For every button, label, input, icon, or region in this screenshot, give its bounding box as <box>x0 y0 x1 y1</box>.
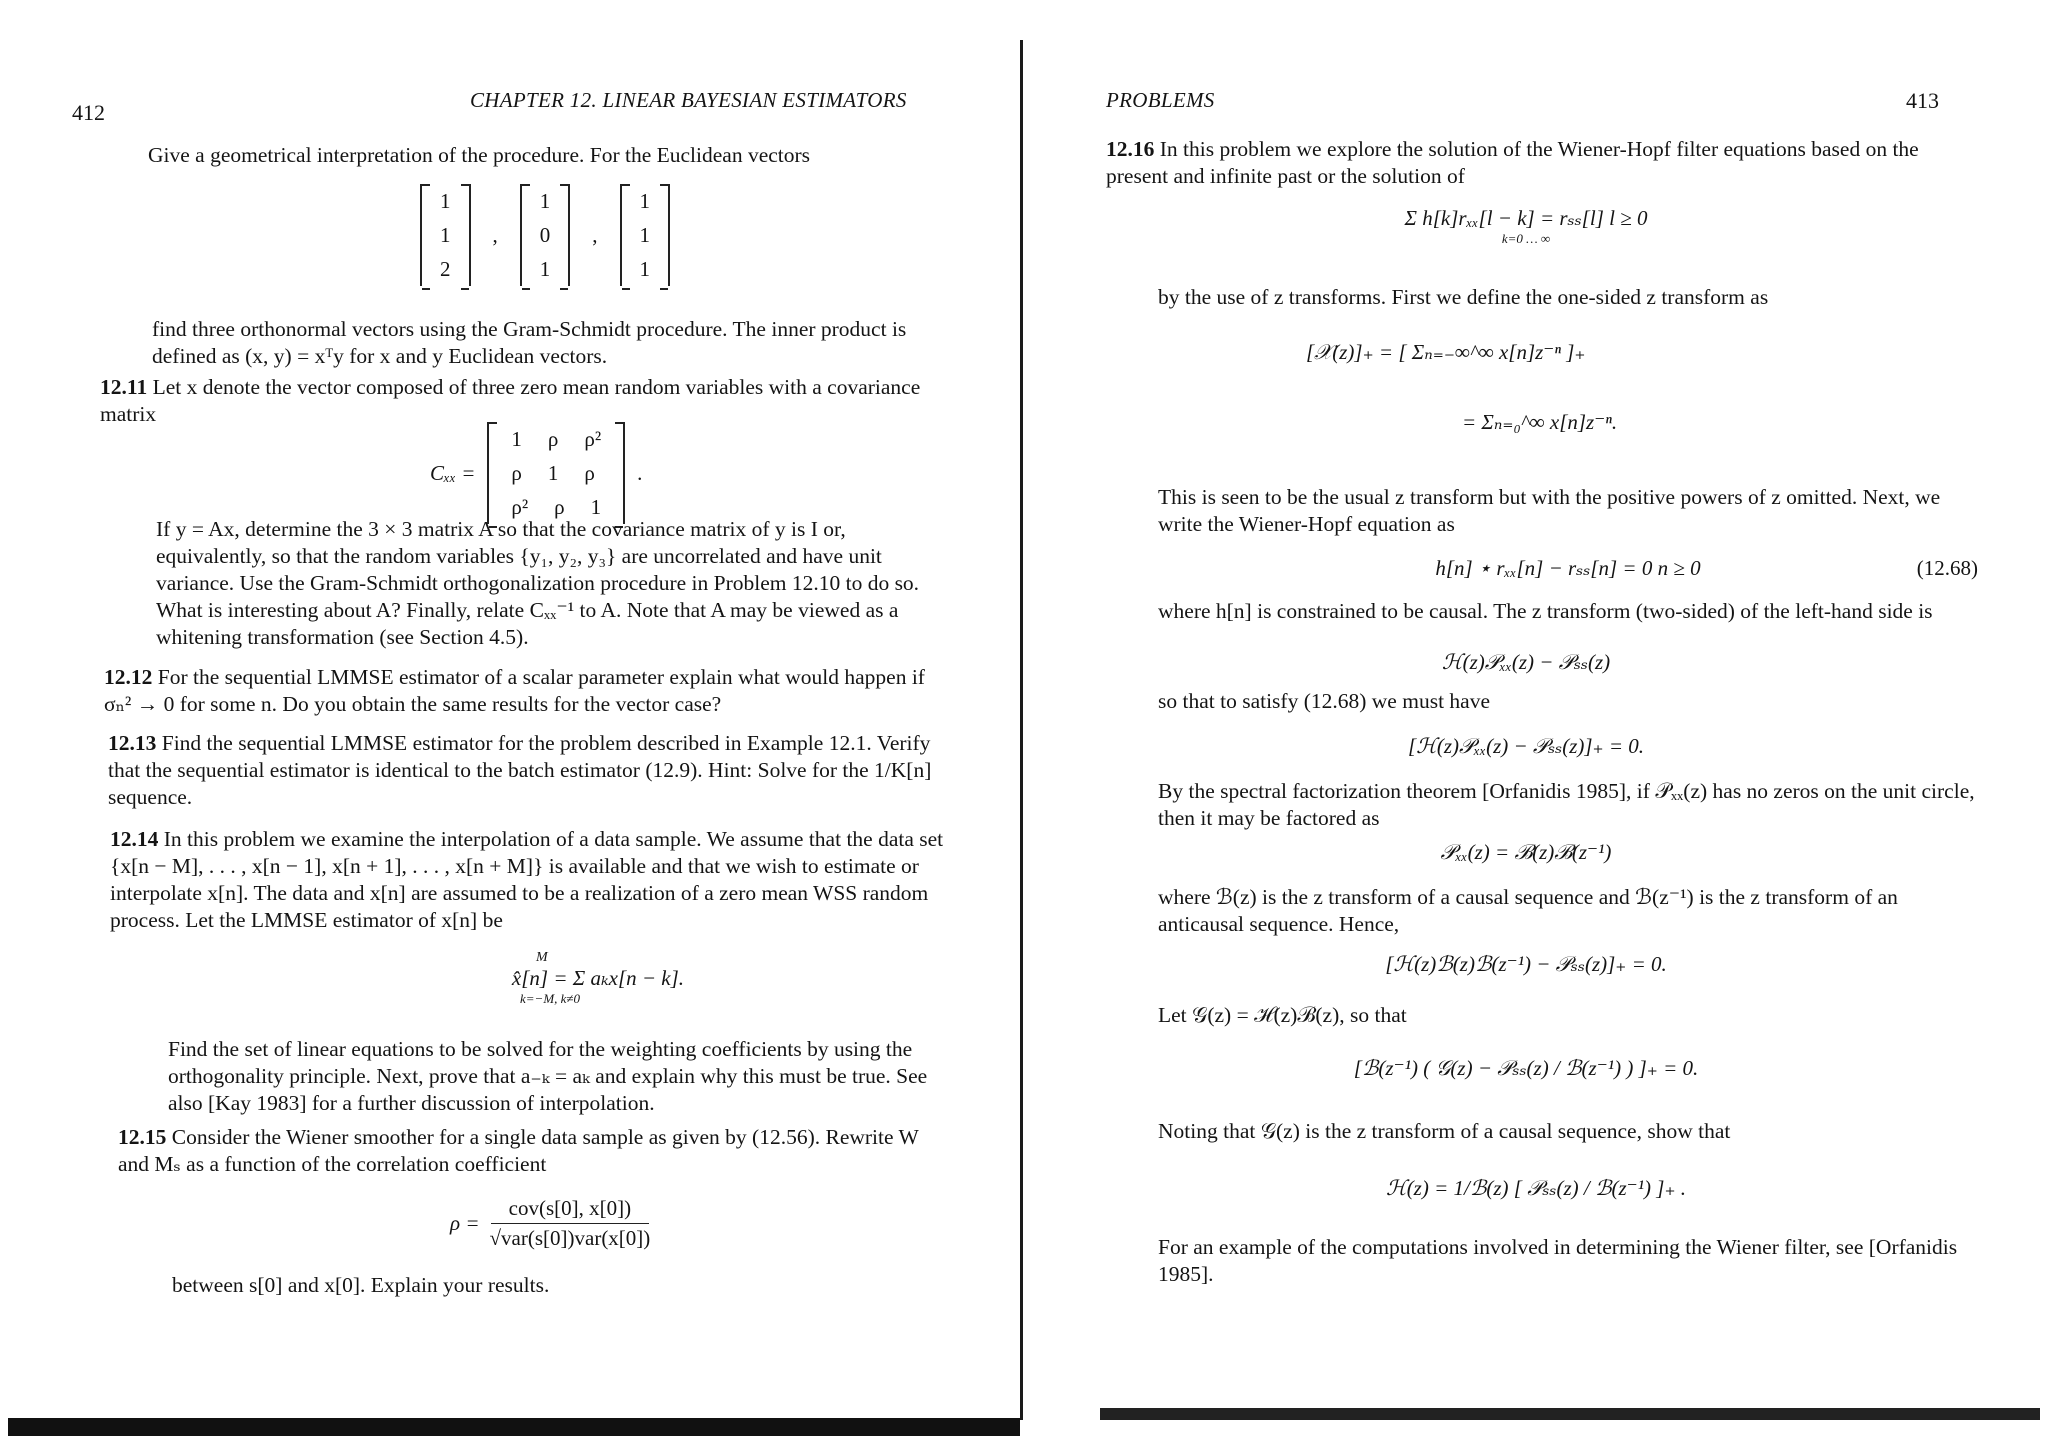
page-number-left: 412 <box>72 100 105 125</box>
correlation-coefficient-equation: ρ = cov(s[0], x[0]) √var(s[0])var(x[0]) <box>450 1196 651 1250</box>
left-page <box>0 0 1022 1446</box>
euclidean-vectors: 1 1 2 , 1 0 1 , 1 1 1 <box>420 184 670 286</box>
scan-edge-right <box>1100 1408 2040 1420</box>
problem-text: In this problem we explore the solution of the Wiener-Hopf filter equations based on the present and infinite past or the solution of <box>1106 137 1919 188</box>
problem-label: 12.11 <box>100 375 148 399</box>
lhs-z-transform: ℋ(z)𝒫ₓₓ(z) − 𝒫ₛₛ(z) <box>1441 650 1611 674</box>
factorization-equation: 𝒫ₓₓ(z) = ℬ(z)ℬ(z⁻¹) <box>1440 840 1612 864</box>
problem-12-13 <box>108 730 944 811</box>
gram-schmidt-text: find three orthonormal vectors using the Gram-Schmidt procedure. The inner product is defined as (x, y) = xᵀy for x and y Euclidean vectors. <box>152 317 907 368</box>
causal-text: where h[n] is constrained to be causal. The z transform (two-sided) of the left-hand side is <box>1158 599 1933 623</box>
satisfy-equation: [ℋ(z)𝒫ₓₓ(z) − 𝒫ₛₛ(z)]₊ = 0. <box>1407 734 1645 758</box>
problem-label: 12.12 <box>104 665 153 689</box>
page-number-right: 413 <box>1906 88 1939 113</box>
running-header-right: PROBLEMS <box>1106 88 1215 112</box>
equation-12-68: h[n] ⋆ rₓₓ[n] − rₛₛ[n] = 0 n ≥ 0 (12.68) <box>1435 556 1978 580</box>
wiener-hopf-equation: Σ h[k]rₓₓ[l − k] = rₛₛ[l] l ≥ 0 k=0 … ∞ <box>1404 206 1648 246</box>
problem-text: Find the sequential LMMSE estimator for the problem described in Example 12.1. Verify that the sequential estimator is identical to the batch estimator (12.9). Hint: Solve for the 1/K[n] sequence. <box>108 731 932 809</box>
scan-edge-left <box>8 1418 1020 1436</box>
problem-12-14-rest: Find the set of linear equations to be solved for the weighting coefficients by using the orthogonality principle. Next, prove that a₋ₖ = aₖ and explain why this must be true. See also [Kay 1983] for a further discussion of interpolation. <box>168 1037 928 1115</box>
problem-label: 12.15 <box>118 1125 167 1149</box>
problem-label: 12.13 <box>108 731 157 755</box>
vector-1: 1 1 2 <box>420 184 471 286</box>
usual-transform-text: This is seen to be the usual z transform but with the positive powers of z omitted. Next, we write the Wiener-Hopf equation as <box>1158 485 1941 536</box>
vector-3: 1 1 1 <box>620 184 671 286</box>
problem-12-15 <box>118 1124 954 1178</box>
satisfy-text: so that to satisfy (12.68) we must have <box>1158 689 1491 713</box>
z-transform-intro: by the use of z transforms. First we define the one-sided z transform as <box>1158 285 1769 309</box>
problem-text: Consider the Wiener smoother for a single data sample as given by (12.56). Rewrite W and Mₛ as a function of the correlation coefficient <box>118 1125 919 1176</box>
spectral-factorization-text: By the spectral factorization theorem [Orfanidis 1985], if 𝒫ₓₓ(z) has no zeros on the unit circle, then it may be factored as <box>1158 779 1975 830</box>
problem-12-14 <box>110 826 950 934</box>
problem-12-11-rest: If y = Ax, determine the 3 × 3 matrix A so that the covariance matrix of y is I or, equivalently, so that the random variables {y₁, y₂, y₃} are uncorrelated and have unit variance. Use the Gram-Schmidt orthogonalization procedure in Problem 12.10 to do so. What is interesting about A? Finally, relate Cₓₓ⁻¹ to A. Note that A may be viewed as a whitening transformation (see Section 4.5). <box>156 517 920 649</box>
right-page <box>1026 0 2048 1446</box>
interpolation-equation: M x̂[n] = Σ aₖx[n − k]. k=−M, k≠0 <box>511 950 685 1006</box>
one-sided-z-transform-line-1: [𝒳(z)]₊ = [ Σₙ₌₋∞^∞ x[n]z⁻ⁿ ]₊ <box>1306 340 1586 364</box>
intro-line: Give a geometrical interpretation of the procedure. For the Euclidean vectors <box>148 143 811 167</box>
problem-label: 12.16 <box>1106 137 1155 161</box>
cov-lhs: Cₓₓ = <box>430 460 476 485</box>
book-spine <box>1020 40 1023 1420</box>
hence-equation: [ℋ(z)ℬ(z)ℬ(z⁻¹) − 𝒫ₛₛ(z)]₊ = 0. <box>1385 952 1667 976</box>
problem-12-16 <box>1106 136 1976 190</box>
result-equation: ℋ(z) = 1/ℬ(z) [ 𝒫ₛₛ(z) / ℬ(z⁻¹) ]₊ . <box>1385 1176 1687 1200</box>
problem-12-15-rest: between s[0] and x[0]. Explain your results. <box>172 1273 550 1297</box>
problem-text: Let x denote the vector composed of three zero mean random variables with a covariance matrix <box>100 375 921 426</box>
one-sided-z-transform-line-2: = Σₙ₌₀^∞ x[n]z⁻ⁿ. <box>1462 410 1618 434</box>
problem-text: In this problem we examine the interpolation of a data sample. We assume that the data set {x[n − M], . . . , x[n − 1], x[n + 1], . . . , x[n + M]} is available and that we wish to estimate or interpolate x[n]. The data and x[n] are assumed to be a realization of a zero mean WSS random process. Let the LMMSE estimator of x[n] be <box>110 827 944 932</box>
final-text: For an example of the computations involved in determining the Wiener filter, see [Orfanidis 1985]. <box>1158 1235 1958 1286</box>
cov-matrix-body: 1 ρ ρ² ρ 1 ρ ρ² ρ 1 <box>487 422 625 524</box>
equation-number: (12.68) <box>1916 556 1978 580</box>
let-equation: [ℬ(z⁻¹) ( 𝒢(z) − 𝒫ₛₛ(z) / ℬ(z⁻¹) ) ]₊ = 0. <box>1353 1056 1699 1080</box>
problem-12-12 <box>104 664 944 718</box>
problem-text: For the sequential LMMSE estimator of a scalar parameter explain what would happen if σₙ² → 0 for some n. Do you obtain the same results for the vector case? <box>104 665 925 716</box>
covariance-matrix: Cₓₓ = 1 ρ ρ² ρ 1 ρ ρ² ρ 1 . <box>430 422 642 524</box>
running-header-left: CHAPTER 12. LINEAR BAYESIAN ESTIMATORS <box>470 88 907 112</box>
noting-text: Noting that 𝒢(z) is the z transform of a causal sequence, show that <box>1158 1119 1731 1143</box>
let-g-text: Let 𝒢(z) = ℋ(z)ℬ(z), so that <box>1158 1003 1407 1027</box>
problem-label: 12.14 <box>110 827 159 851</box>
vector-2: 1 0 1 <box>520 184 571 286</box>
problem-12-11 <box>100 374 940 428</box>
where-b-text: where ℬ(z) is the z transform of a causal sequence and ℬ(z⁻¹) is the z transform of an anticausal sequence. Hence, <box>1158 885 1898 936</box>
